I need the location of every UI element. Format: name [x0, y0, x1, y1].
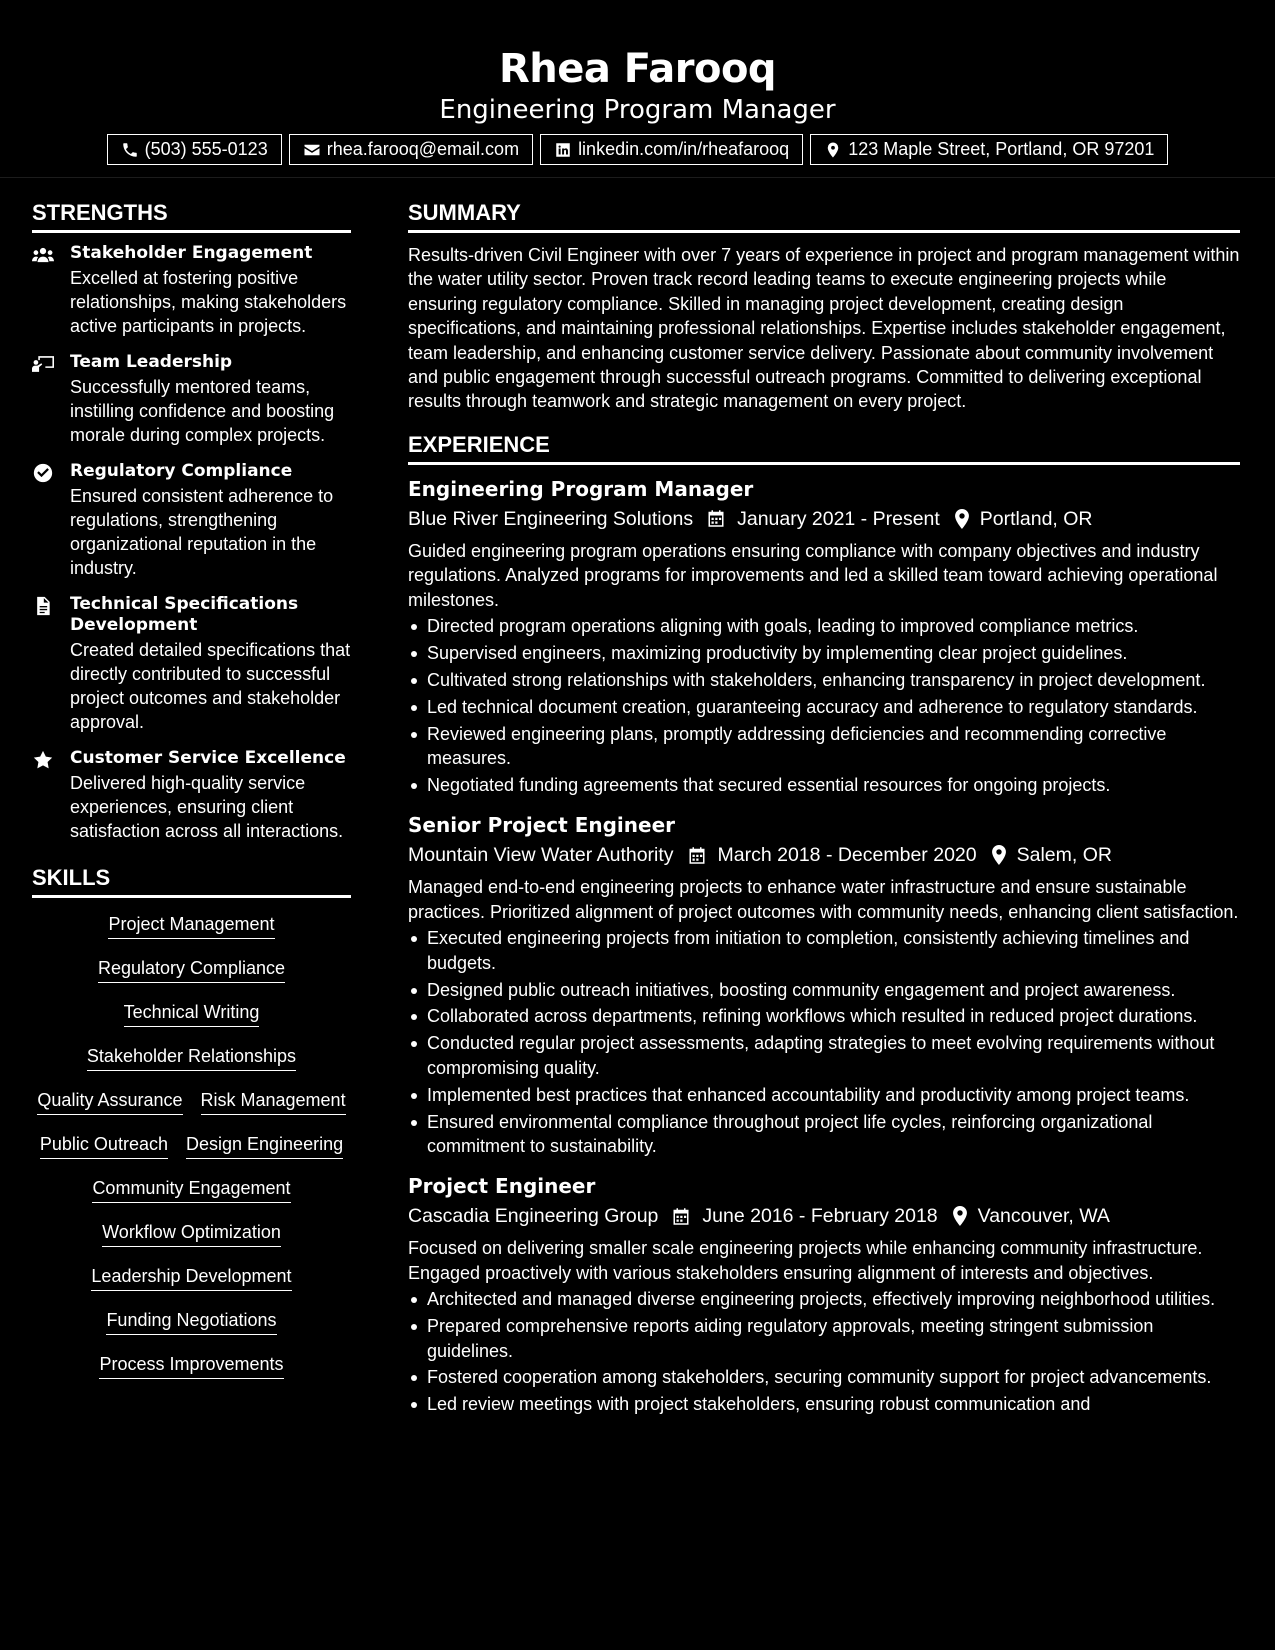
summary-text: Results-driven Civil Engineer with over 7 years of experience in project and program management within the water utility sector. Proven track record leading teams to execute engineering projects while ensuring regulatory compliance. Skilled in managing project development, creating design specifications, and maintaining professional relationships. Expertise includes stakeholder engagement, team leadership, and enhancing customer service delivery. Passionate about community involvement and public engagement through successful outreach programs. Committed to delivering exceptional results through teamwork and strategic management on every project.: [408, 245, 1240, 412]
linkedin-icon: [554, 141, 572, 159]
job-bullet: Fostered cooperation among stakeholders, securing community support for project advancements.: [408, 1365, 1240, 1389]
skill-tag: Public Outreach: [40, 1132, 168, 1159]
skill-tag: Technical Writing: [124, 1000, 260, 1027]
job-entry: [408, 1172, 1240, 1416]
strength-desc: Created detailed specifications that directly contributed to successful project outcomes and stakeholder approval.: [70, 640, 351, 732]
right-column: [408, 198, 1240, 1431]
skill-tag: Stakeholder Relationships: [87, 1044, 296, 1071]
job-description: Guided engineering program operations ensuring compliance with company objectives and industry regulations. Analyzed programs for improvements and led a skilled team toward achieving operational milestones.: [408, 540, 1218, 610]
job-company: Cascadia Engineering Group: [408, 1205, 659, 1228]
experience-heading: EXPERIENCE: [408, 430, 1240, 465]
contact-phone[interactable]: [107, 134, 282, 165]
job-bullet: Designed public outreach initiatives, boosting community engagement and project awareness.: [408, 978, 1240, 1002]
phone-icon: [121, 141, 139, 159]
job-bullet: Directed program operations aligning with goals, leading to improved compliance metrics.: [408, 614, 1240, 638]
contact-linkedin[interactable]: [540, 134, 803, 165]
contact-email[interactable]: [289, 134, 533, 165]
skill-tag: Leadership Development: [91, 1264, 291, 1291]
job-dates: March 2018 - December 2020: [717, 844, 977, 867]
linkedin-text: linkedin.com/in/rheafarooq: [578, 139, 790, 159]
job-location: Portland, OR: [979, 507, 1093, 530]
map-pin-icon: [991, 845, 1007, 865]
job-bullet: Led review meetings with project stakeholders, ensuring robust communication and: [408, 1392, 1240, 1416]
job-bullet: Ensured environmental compliance throughout project life cycles, reinforcing organizational commitment to sustainability.: [408, 1110, 1240, 1159]
skills-list: [32, 908, 351, 1396]
candidate-name: Rhea Farooq: [498, 46, 777, 92]
email-text: rhea.farooq@email.com: [326, 139, 520, 159]
map-pin-icon: [954, 509, 970, 529]
job-entry: [408, 811, 1240, 1158]
job-bullet: Collaborated across departments, refining workflows which resulted in reduced project durations.: [408, 1004, 1240, 1028]
strength-desc: Excelled at fostering positive relationships, making stakeholders active participants in projects.: [70, 268, 347, 336]
job-bullet: Executed engineering projects from initiation to completion, consistently achieving timelines and budgets.: [408, 926, 1240, 975]
left-column: [32, 198, 351, 1396]
job-meta: [408, 1201, 1240, 1231]
job-title: Project Engineer: [408, 1174, 596, 1199]
job-entry: [408, 475, 1240, 798]
strength-item: [32, 243, 351, 338]
strength-desc: Ensured consistent adherence to regulations, strengthening organizational reputation in the industry.: [70, 486, 334, 578]
calendar-icon: [688, 846, 706, 865]
skill-tag: Regulatory Compliance: [98, 956, 285, 983]
job-description: Focused on delivering smaller scale engineering projects while enhancing community infrastructure. Engaged proactively with various stakeholders ensuring alignment of interests and objectives.: [408, 1238, 1203, 1283]
contact-bar: [0, 134, 1275, 165]
summary-heading: SUMMARY: [408, 198, 1240, 233]
skill-tag: Workflow Optimization: [102, 1220, 281, 1247]
calendar-icon: [672, 1207, 690, 1226]
job-bullets: [408, 614, 1240, 797]
skill-tag: Design Engineering: [186, 1132, 343, 1159]
job-meta: [408, 840, 1240, 870]
job-bullet: Prepared comprehensive reports aiding regulatory approvals, meeting stringent submission guidelines.: [408, 1314, 1240, 1363]
skills-heading: SKILLS: [32, 863, 351, 898]
users-icon: [32, 245, 54, 265]
strength-title: Technical Specifications Development: [70, 594, 299, 635]
job-bullet: Implemented best practices that enhanced accountability and productivity among project teams.: [408, 1083, 1240, 1107]
job-bullet: Cultivated strong relationships with stakeholders, enhancing transparency in project development.: [408, 668, 1240, 692]
job-bullet: Reviewed engineering plans, promptly addressing deficiencies and recommending corrective measures.: [408, 722, 1240, 771]
skill-tag: Quality Assurance: [37, 1088, 182, 1115]
strength-title: Regulatory Compliance: [70, 461, 293, 481]
strength-item: [32, 461, 351, 580]
strength-desc: Delivered high-quality service experiences, ensuring client satisfaction across all interactions.: [70, 773, 344, 841]
file-icon: [32, 596, 54, 616]
candidate-title: Engineering Program Manager: [439, 95, 836, 125]
skill-tag: Project Management: [108, 912, 274, 939]
job-company: Mountain View Water Authority: [408, 844, 674, 867]
job-location: Salem, OR: [1016, 844, 1112, 867]
job-bullet: Architected and managed diverse engineering projects, effectively improving neighborhood utilities.: [408, 1287, 1240, 1311]
skill-tag: Funding Negotiations: [106, 1308, 276, 1335]
strengths-heading: STRENGTHS: [32, 198, 351, 233]
job-bullet: Negotiated funding agreements that secured essential resources for ongoing projects.: [408, 773, 1240, 797]
resume-header: [0, 0, 1275, 178]
job-title: Engineering Program Manager: [408, 476, 754, 501]
skill-tag: Risk Management: [201, 1088, 346, 1115]
job-company: Blue River Engineering Solutions: [408, 507, 694, 530]
job-meta: [408, 504, 1240, 534]
strength-title: Customer Service Excellence: [70, 748, 346, 768]
job-bullets: [408, 1287, 1240, 1417]
address-text: 123 Maple Street, Portland, OR 97201: [848, 139, 1155, 159]
skill-tag: Community Engagement: [92, 1176, 290, 1203]
strength-desc: Successfully mentored teams, instilling confidence and boosting morale during complex projects.: [70, 377, 335, 445]
calendar-icon: [707, 509, 725, 528]
job-bullets: [408, 926, 1240, 1158]
star-icon: [32, 750, 54, 770]
job-bullet: Conducted regular project assessments, adapting strategies to meet evolving requirements without compromising quality.: [408, 1031, 1240, 1080]
job-title: Senior Project Engineer: [408, 813, 675, 838]
job-bullet: Supervised engineers, maximizing productivity by implementing clear project guidelines.: [408, 641, 1240, 665]
job-dates: January 2021 - Present: [737, 507, 940, 530]
map-pin-icon: [824, 141, 842, 159]
strength-item: [32, 748, 351, 843]
strength-item: [32, 352, 351, 447]
map-pin-icon: [952, 1206, 968, 1226]
job-bullet: Led technical document creation, guaranteeing accuracy and adherence to regulatory standards.: [408, 695, 1240, 719]
phone-text: (503) 555-0123: [144, 139, 268, 159]
strength-title: Stakeholder Engagement: [70, 243, 313, 263]
check-circle-icon: [32, 463, 54, 483]
skill-tag: Process Improvements: [99, 1352, 283, 1379]
strength-title: Team Leadership: [70, 352, 233, 372]
job-location: Vancouver, WA: [977, 1205, 1110, 1228]
teacher-icon: [32, 354, 54, 374]
strength-item: [32, 594, 351, 734]
contact-address: [810, 134, 1168, 165]
job-description: Managed end-to-end engineering projects to enhance water infrastructure and ensure sustainable practices. Prioritized alignment of project outcomes with community needs, enhancing client satisfaction.: [408, 877, 1239, 922]
job-dates: June 2016 - February 2018: [702, 1205, 938, 1228]
envelope-icon: [303, 141, 321, 159]
